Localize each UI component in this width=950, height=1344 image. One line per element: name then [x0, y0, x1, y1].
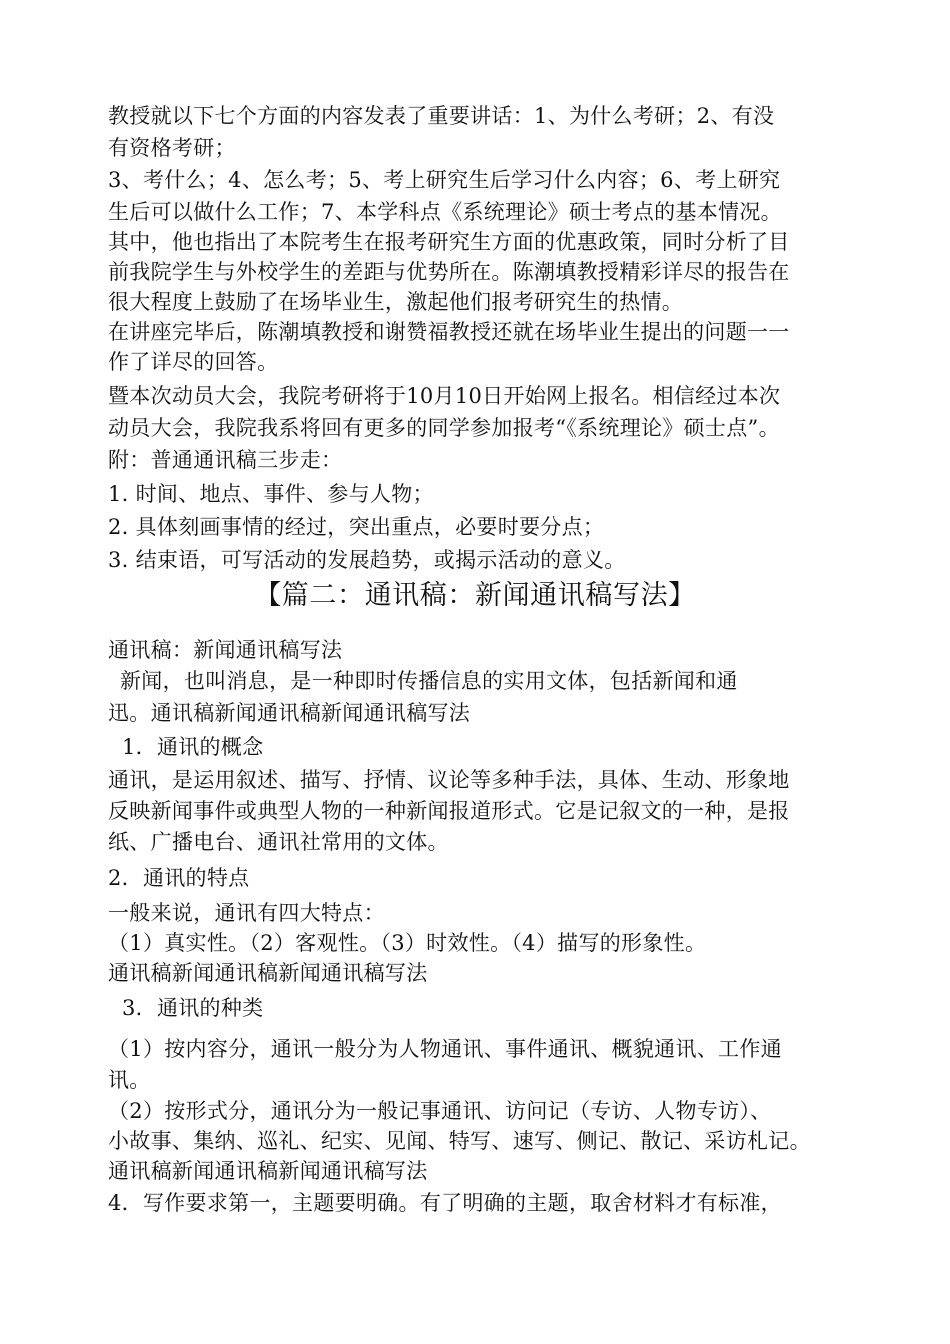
- text-line: 讯。: [108, 1068, 151, 1092]
- section-title: 【篇二：通讯稿：新闻通讯稿写法】: [254, 580, 696, 611]
- text-line: 纸、广播电台、通讯社常用的文体。: [108, 830, 449, 854]
- text-line: 反映新闻事件或典型人物的一种新闻报道形式。它是记叙文的一种，是报: [108, 799, 790, 823]
- text-line: 生后可以做什么工作；7、本学科点《系统理论》硕士考点的基本情况。: [108, 200, 782, 224]
- text-line: 附：普通通讯稿三步走：: [108, 448, 343, 472]
- subheading: 2．通讯的特点: [108, 866, 250, 890]
- text-line: 作了详尽的回答。: [108, 350, 279, 374]
- text-line: 通讯稿新闻通讯稿新闻通讯稿写法: [108, 961, 428, 985]
- text-line: 小故事、集纳、巡礼、纪实、见闻、特写、速写、侧记、散记、采访札记。: [108, 1129, 811, 1153]
- list-item: 2. 具体刻画事情的经过，突出重点，必要时要分点；: [108, 515, 605, 539]
- text-line: 有资格考研；: [108, 136, 236, 160]
- text-line: 在讲座完毕后，陈潮填教授和谢赞福教授还就在场毕业生提出的问题一一: [108, 320, 790, 344]
- text-line: （1）按内容分，通讯一般分为人物通讯、事件通讯、概貌通讯、工作通: [108, 1037, 782, 1061]
- text-line: 通讯稿：新闻通讯稿写法: [108, 638, 343, 662]
- text-line: 4．写作要求第一，主题要明确。有了明确的主题，取舍材料才有标准，: [108, 1191, 782, 1215]
- text-line: 一般来说，通讯有四大特点：: [108, 901, 385, 925]
- text-line: 通讯，是运用叙述、描写、抒情、议论等多种手法，具体、生动、形象地: [108, 768, 790, 792]
- text-line: 动员大会，我院我系将回有更多的同学参加报考“《系统理论》硕士点”。: [108, 416, 780, 440]
- subheading: 3．通讯的种类: [122, 996, 264, 1020]
- text-line: （1）真实性。（2）客观性。（3）时效性。（4）描写的形象性。: [108, 931, 707, 955]
- text-line: 迅。通讯稿新闻通讯稿新闻通讯稿写法: [108, 701, 471, 725]
- text-line: 其中，他也指出了本院考生在报考研究生方面的优惠政策，同时分析了目: [108, 230, 790, 254]
- text-line: 暨本次动员大会，我院考研将于10月10日开始网上报名。相信经过本次: [108, 384, 781, 408]
- text-line: 前我院学生与外校学生的差距与优势所在。陈潮填教授精彩详尽的报告在: [108, 260, 790, 284]
- text-line: 新闻，也叫消息，是一种即时传播信息的实用文体，包括新闻和通: [120, 669, 738, 693]
- text-line: 很大程度上鼓励了在场毕业生，激起他们报考研究生的热情。: [108, 290, 684, 314]
- text-line: 3、考什么；4、怎么考；5、考上研究生后学习什么内容；6、考上研究: [108, 168, 781, 192]
- text-line: 通讯稿新闻通讯稿新闻通讯稿写法: [108, 1159, 428, 1183]
- text-line: 教授就以下七个方面的内容发表了重要讲话：1、为什么考研；2、有没: [108, 104, 775, 128]
- text-line: （2）按形式分，通讯分为一般记事通讯、访问记（专访、人物专访）、: [108, 1099, 772, 1123]
- list-item: 3. 结束语，可写活动的发展趋势，或揭示活动的意义。: [108, 548, 626, 572]
- list-item: 1. 时间、地点、事件、参与人物；: [108, 482, 434, 506]
- subheading: 1．通讯的概念: [122, 735, 264, 759]
